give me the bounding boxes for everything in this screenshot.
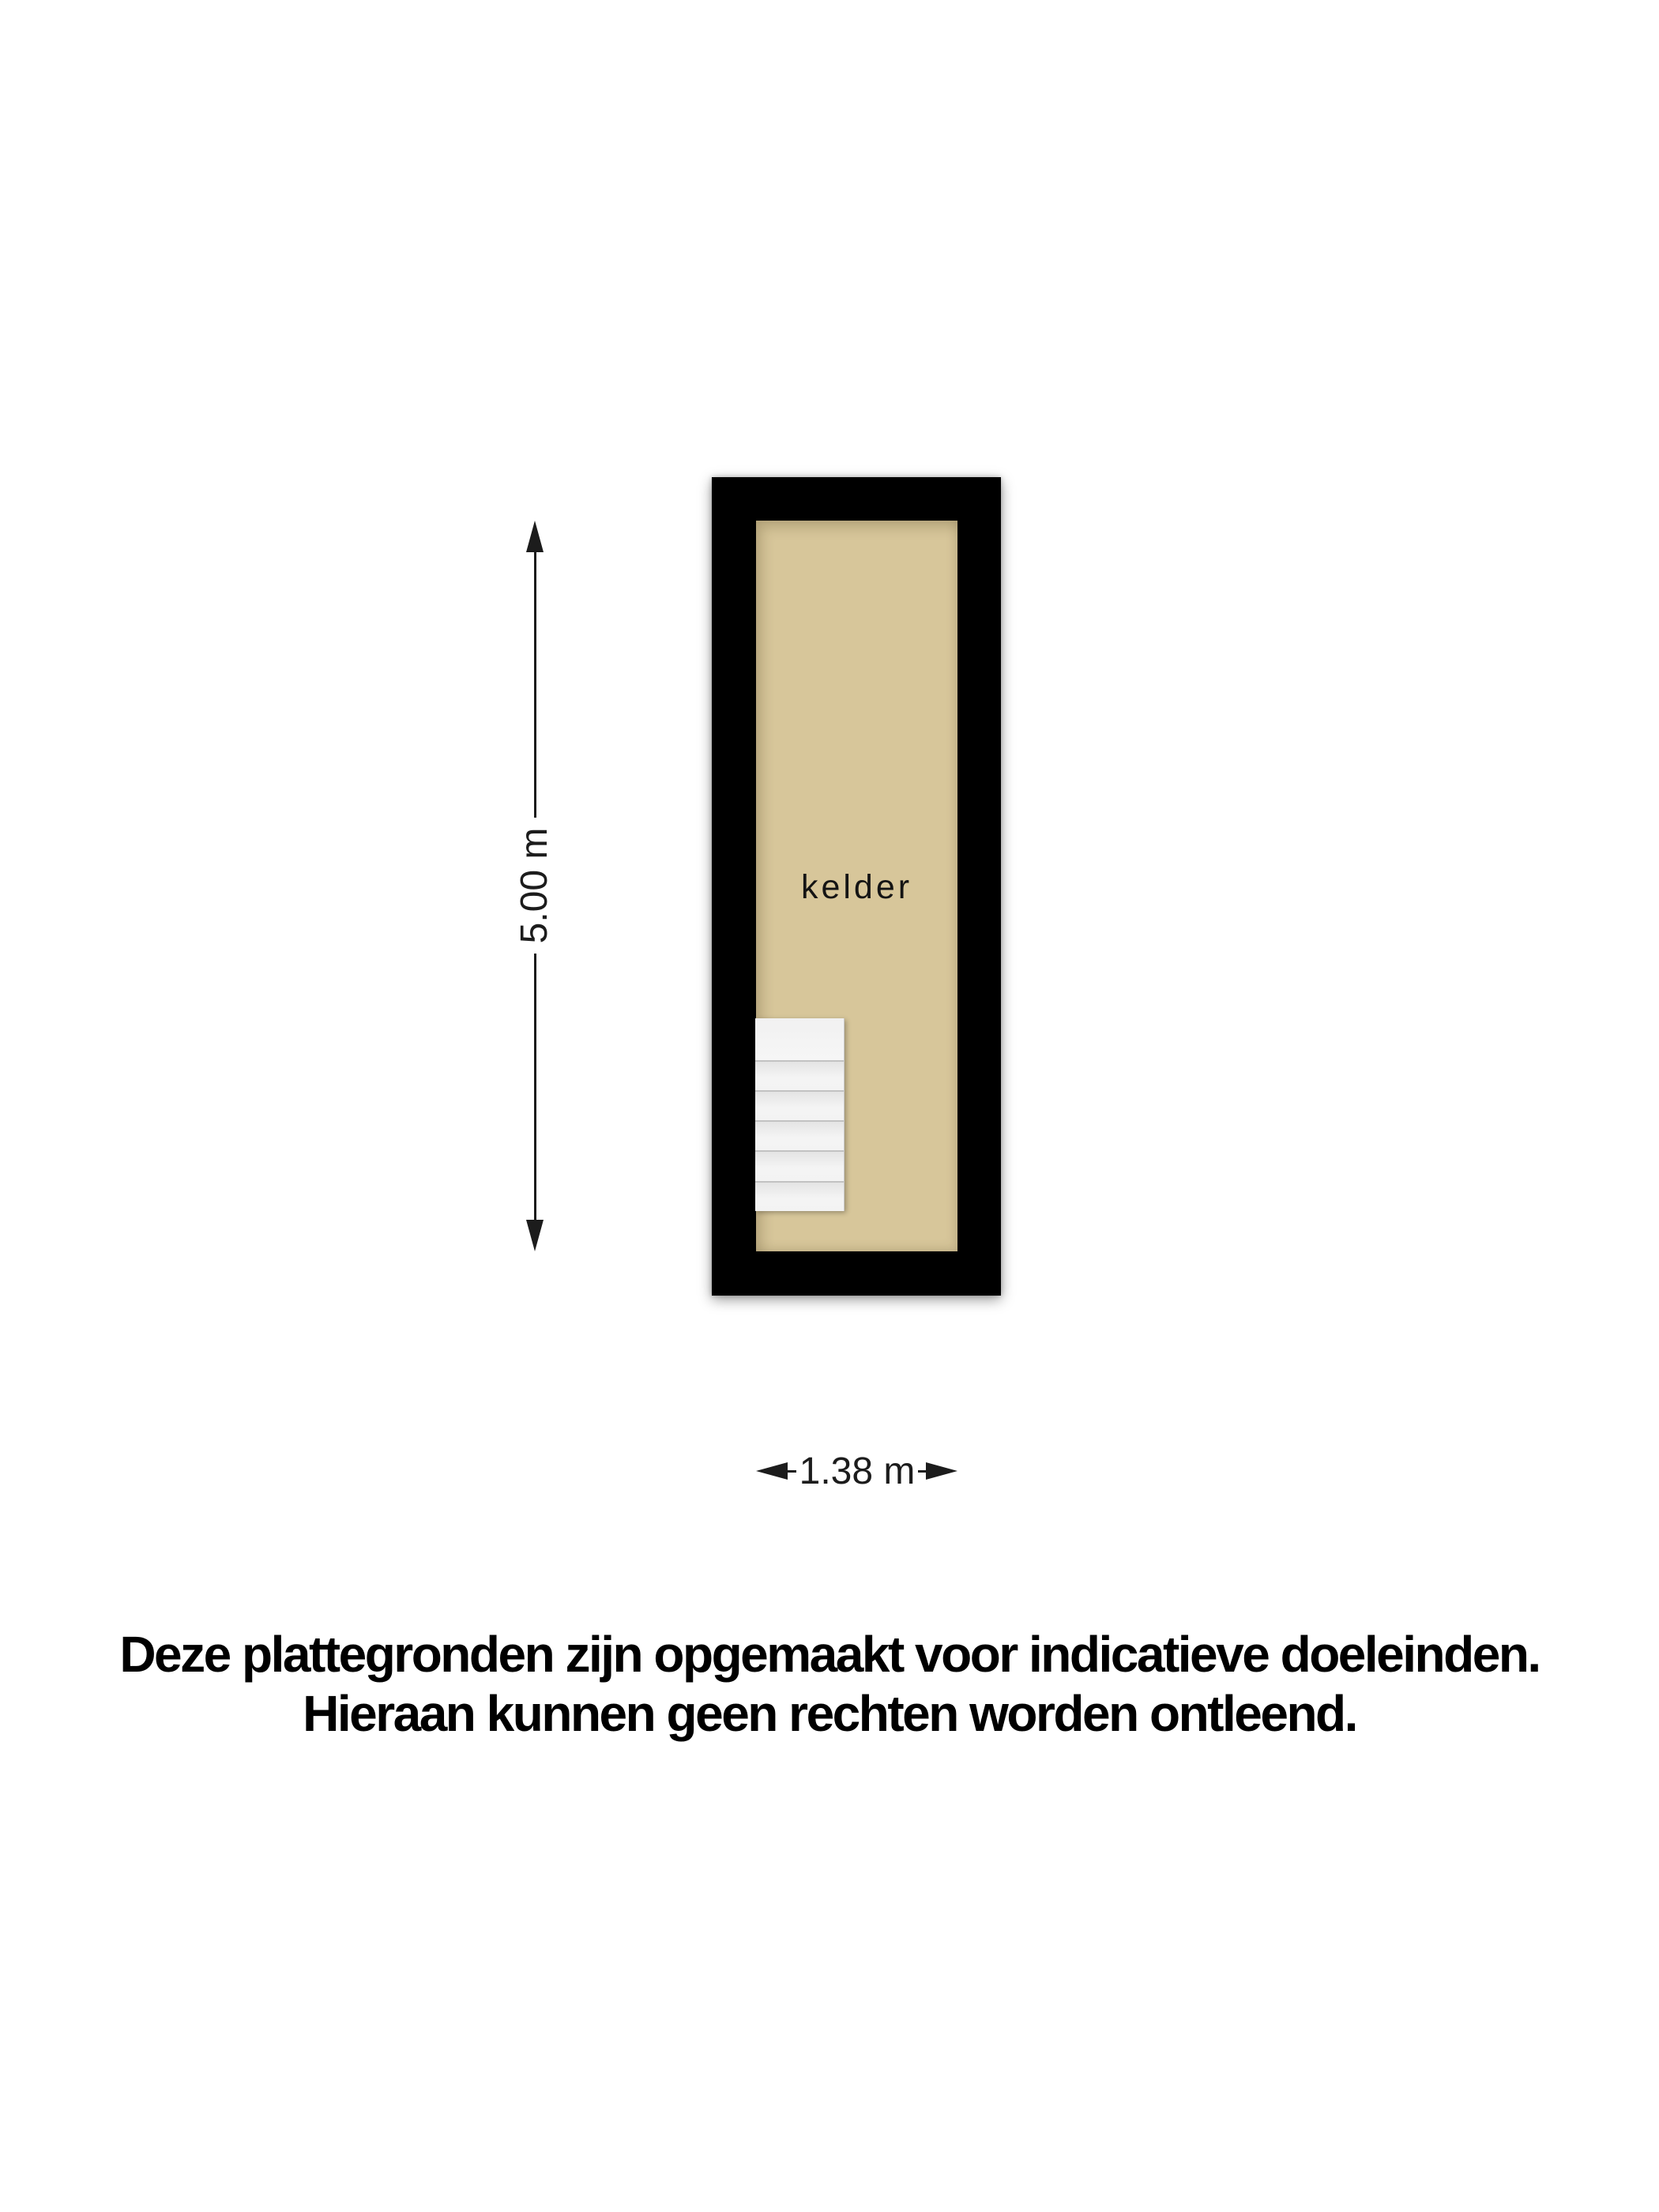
stair-tread (755, 1181, 844, 1211)
disclaimer-text (0, 1625, 1659, 1744)
horizontal-dimension-label: 1.38 m (799, 1450, 916, 1492)
vertical-dimension-label: 5.00 m (514, 827, 555, 944)
dimension-arrow-right-icon (926, 1462, 957, 1480)
stair-tread (755, 1120, 844, 1150)
disclaimer-line-2: Hieraan kunnen geen rechten worden ontleend. (303, 1685, 1356, 1742)
cellar-plan-walls (712, 477, 1001, 1296)
dimension-arrow-down-icon (526, 1220, 544, 1251)
stair-tread (755, 1018, 844, 1060)
staircase (755, 1018, 845, 1211)
stair-tread (755, 1150, 844, 1180)
vertical-dimension-line-bottom (534, 954, 536, 1226)
disclaimer-line-1: Deze plattegronden zijn opgemaakt voor indicatieve doeleinden. (119, 1626, 1540, 1683)
stair-tread (755, 1060, 844, 1090)
cellar-room-floor (756, 521, 957, 1251)
stair-tread (755, 1090, 844, 1120)
room-label: kelder (800, 868, 913, 906)
vertical-dimension-line-top (534, 545, 536, 818)
